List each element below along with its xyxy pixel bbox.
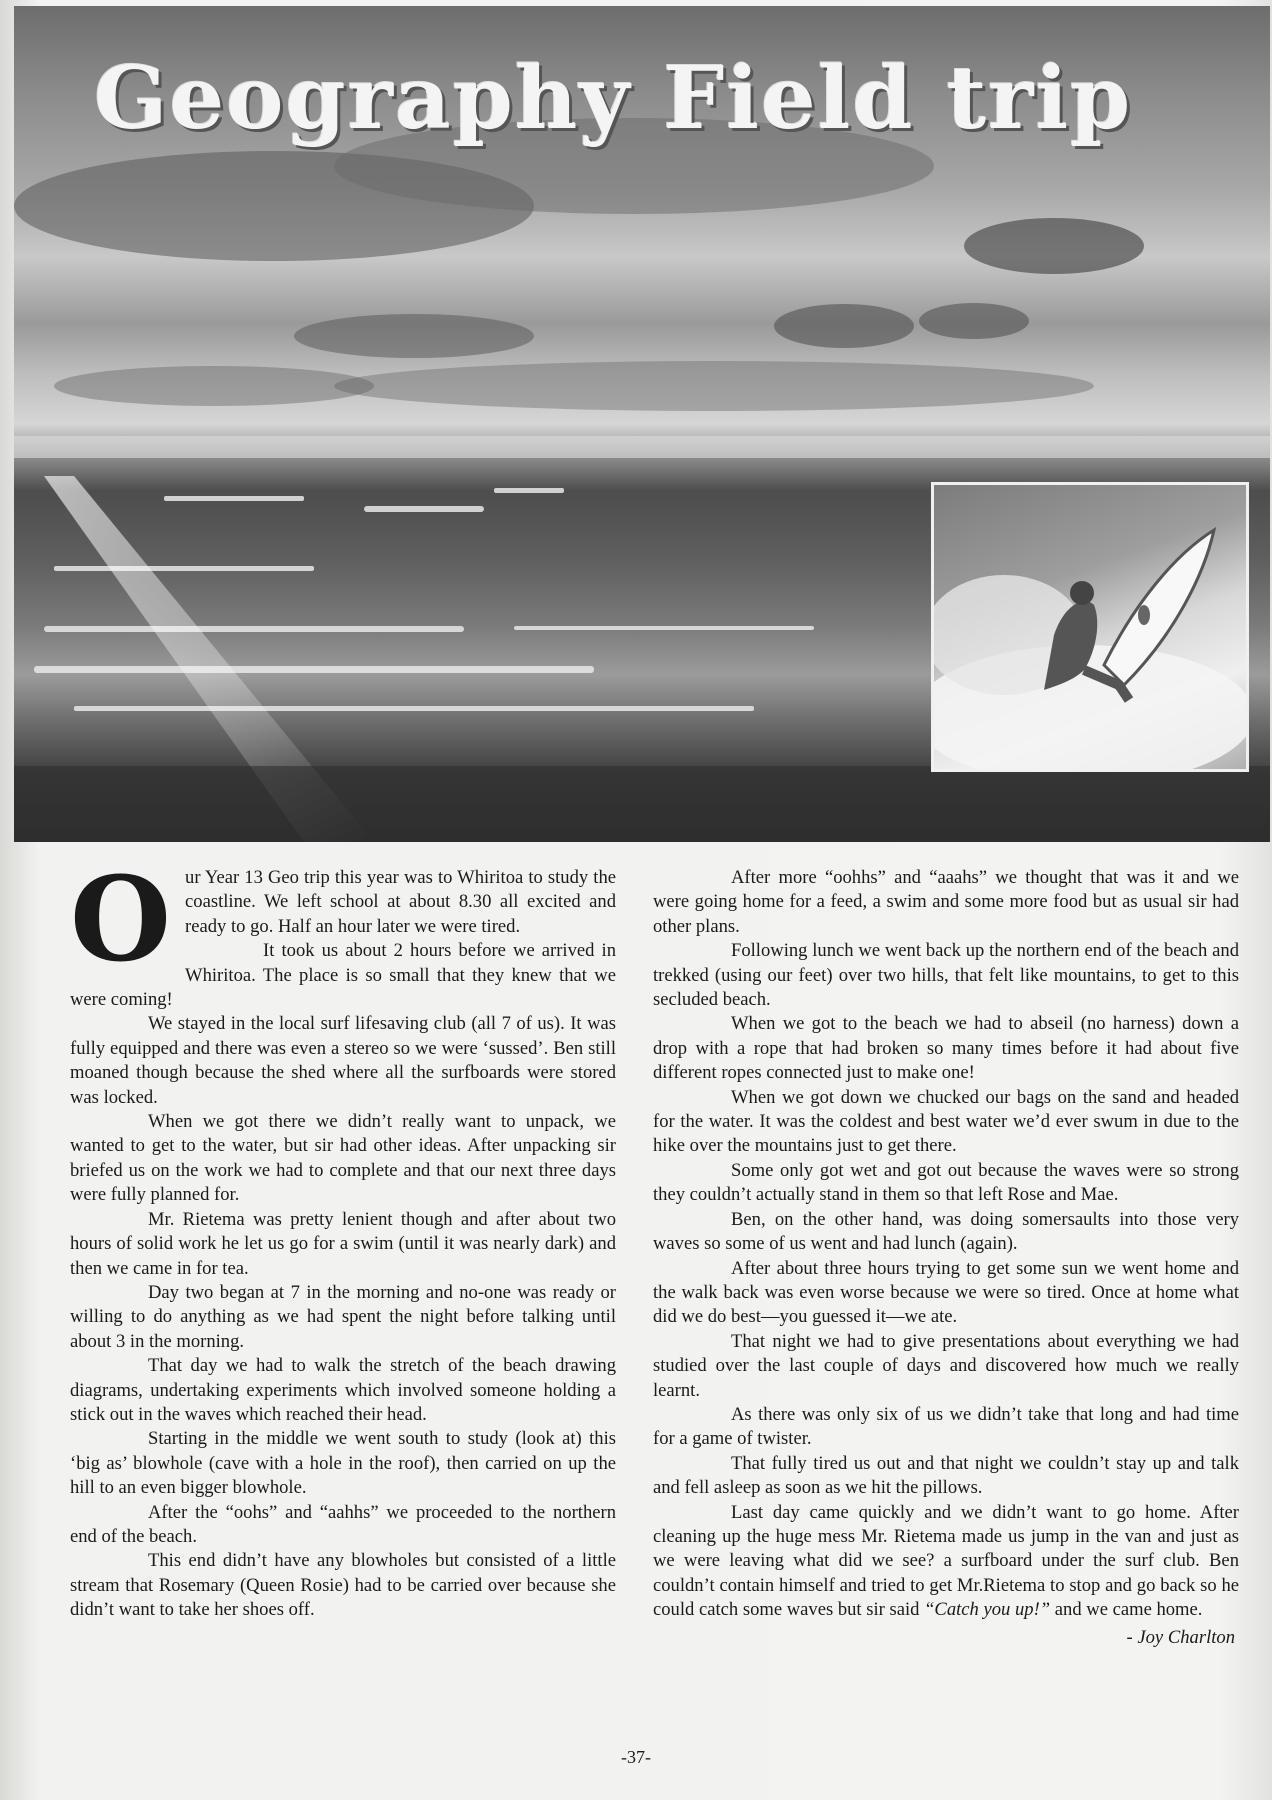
article-column-left: [70, 852, 616, 1623]
drop-cap: O: [70, 852, 172, 988]
paragraph-text: Last day came quickly and we didn’t want to go home. After cleaning up the huge mess Mr. Rietema made us jump in the van and just as we were leaving what did we see? a surfboard under the surf club. Ben couldn’t contain himself and tried to get Mr.Rietema to stop and go back so he could catch some waves but sir said: [653, 1501, 1239, 1621]
paragraph: After the “oohs” and “aahhs” we proceeded to the northern end of the beach.: [70, 1501, 616, 1547]
paragraph: Starting in the middle we went south to study (look at) this ‘big as’ blowhole (cave with a hole in the roof), then carried on up the hill to an even bigger blowhole.: [70, 1428, 616, 1499]
paragraph: Day two began at 7 in the morning and no-one was ready or willing to do anything as we had spent the night before talking until about 3 in the morning.: [70, 1281, 616, 1352]
paragraph: That night we had to give presentations about everything we had studied over the last couple of days and discovered how much we really learnt.: [653, 1330, 1239, 1401]
paragraph: After more “oohhs” and “aaahs” we thought that was it and we were going home for a feed, a swim and some more food but as usual sir had other plans.: [653, 867, 1239, 937]
paragraph: It took us about 2 hours before we arrived in Whiritoa. The place is so small that they knew that we were coming!: [70, 940, 616, 1011]
paragraph: When we got there we didn’t really want to unpack, we wanted to get to the water, but sir had other ideas. After unpacking sir briefed us on the work we had to complete and that our next three days were fully planned for.: [70, 1111, 616, 1206]
paragraph: Ben, on the other hand, was doing somersaults into those very waves so some of us went and had lunch (again).: [653, 1208, 1239, 1255]
paragraph: As there was only six of us we didn’t take that long and had time for a game of twister.: [653, 1403, 1239, 1450]
paragraph: This end didn’t have any blowholes but consisted of a little stream that Rosemary (Queen Rosie) had to be carried over because she didn’t want to take her shoes off.: [70, 1550, 616, 1621]
paragraph: When we got down we chucked our bags on the sand and headed for the water. It was the coldest and best water we’d ever swum in due to the hike over the mountains just to get there.: [653, 1086, 1239, 1157]
paragraph-text: ur Year 13 Geo trip this year was to Whiritoa to study the coastline. We left school at about 8.30 all excited and ready to go. Half an hour later we were tired.: [185, 867, 616, 937]
quote: “Catch you up!”: [924, 1599, 1051, 1621]
paragraph: After about three hours trying to get some sun we went home and the walk back was even worse because we were so tired. Once at home what did we do best—you guessed it—we ate.: [653, 1257, 1239, 1328]
surfer-illustration: [934, 485, 1246, 769]
paragraph: When we got to the beach we had to abseil (no harness) down a drop with a rope that had broken so many times before it had about five different ropes connected just to make one!: [653, 1013, 1239, 1084]
article-column-right: [653, 866, 1239, 1650]
paragraph: We stayed in the local surf lifesaving club (all 7 of us). It was fully equipped and there was even a stereo so we were ‘sussed’. Ben still moaned though because the shed where all the surfboards were stored was locked.: [70, 1013, 616, 1108]
paragraph: Following lunch we went back up the northern end of the beach and trekked (using our feet) over two hills, that felt like mountains, to get to this secluded beach.: [653, 940, 1239, 1011]
surfer-photo-inset: [931, 482, 1249, 772]
article-title: Geography Field trip: [94, 48, 1133, 149]
hero-photo-seascape: [14, 6, 1270, 842]
paragraph-end: and we came home.: [1050, 1599, 1203, 1621]
paragraph: Some only got wet and got out because the waves were so strong they couldn’t actually stand in them so that left Rose and Mae.: [653, 1159, 1239, 1206]
page-number: -37-: [621, 1747, 651, 1767]
paragraph: Mr. Rietema was pretty lenient though and after about two hours of solid work he let us go for a swim (until it was nearly dark) and then we came in for tea.: [70, 1208, 616, 1279]
paragraph: That day we had to walk the stretch of the beach drawing diagrams, undertaking experiments which involved someone holding a stick out in the waves which reached their head.: [70, 1355, 616, 1425]
author-byline: - Joy Charlton: [1126, 1626, 1235, 1648]
paragraph-last: [653, 1501, 1239, 1623]
paragraph: That fully tired us out and that night we couldn’t stay up and talk and fell asleep as soon as we hit the pillows.: [653, 1452, 1239, 1499]
